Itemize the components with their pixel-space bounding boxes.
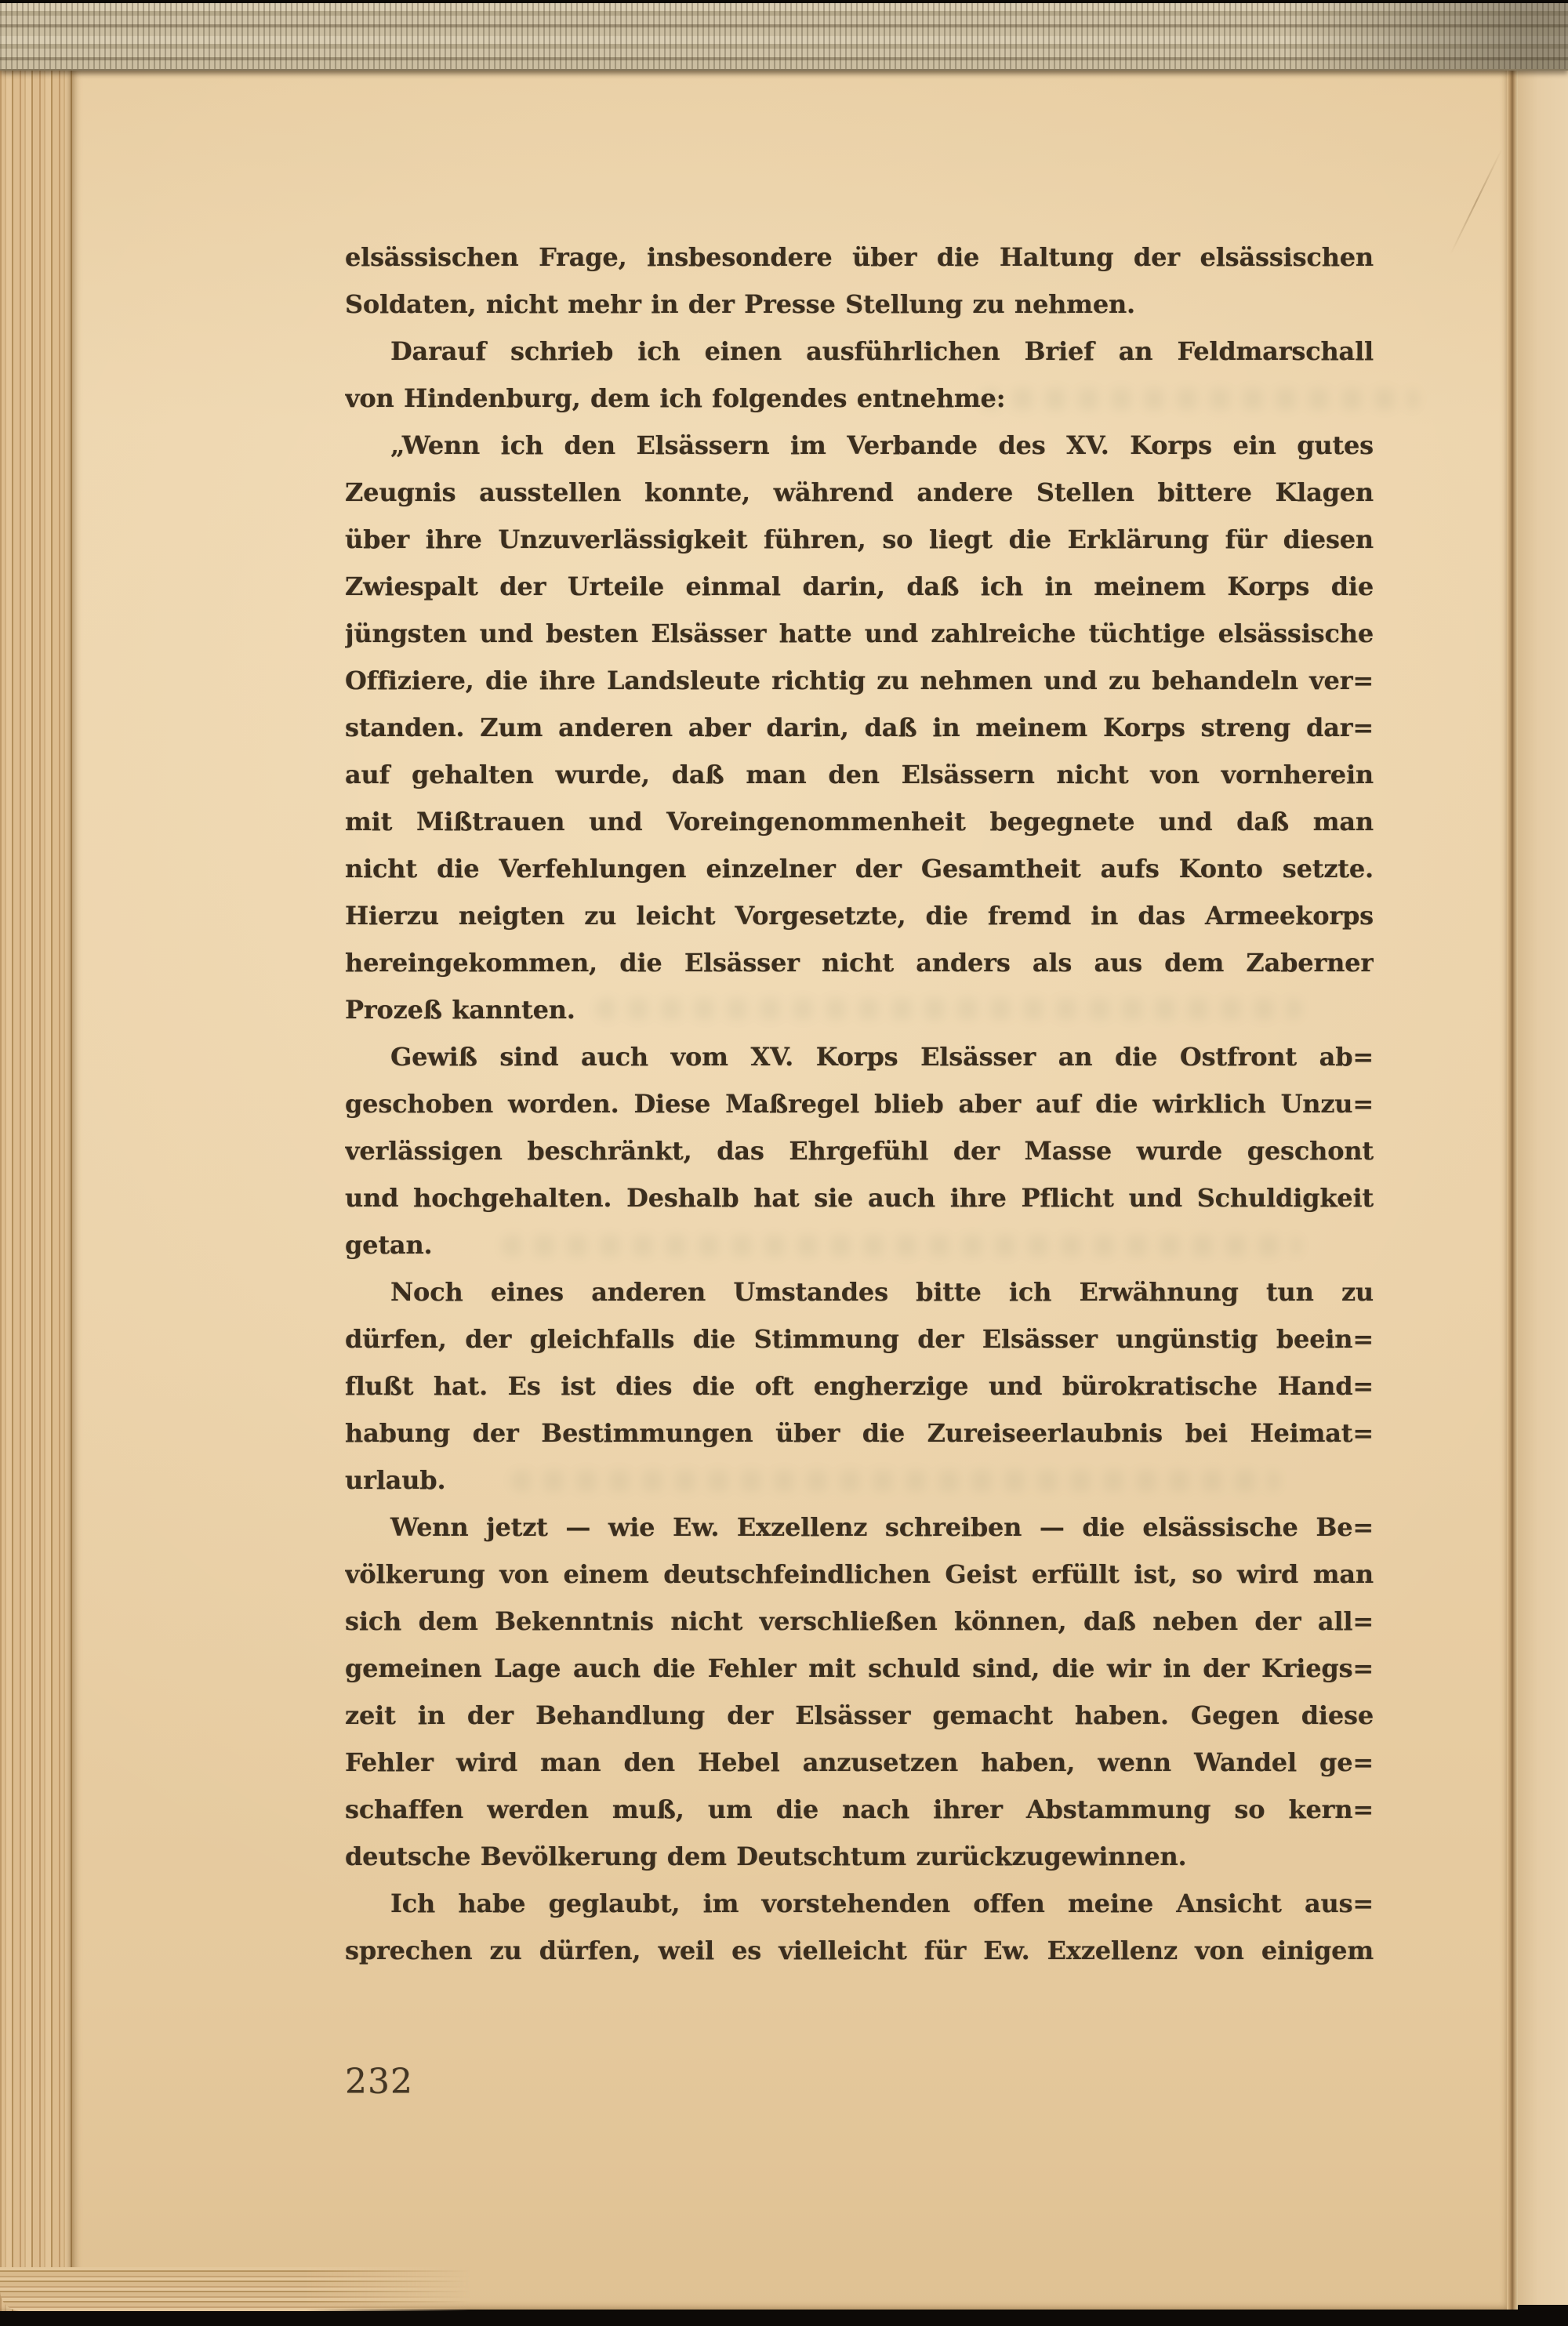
text-line: „Wenn ich den Elsässern im Verbande des XV. Korps ein gutes <box>390 430 1374 460</box>
text-line: flußt hat. Es ist dies die oft engherzige und bürokratische Hand= <box>345 1371 1374 1401</box>
headband <box>0 3 1568 71</box>
text-line: geschoben worden. Diese Maßregel blieb aber auf die wirklich Unzu= <box>345 1089 1374 1119</box>
text-line: dürfen, der gleichfalls die Stimmung der Elsässer ungünstig beein= <box>345 1324 1374 1354</box>
text-line: nicht die Verfehlungen einzelner der Gesamtheit aufs Konto setzte. <box>345 854 1374 884</box>
text-line: mit Mißtrauen und Voreingenommenheit begegnete und daß man <box>345 807 1374 836</box>
bottom-page-edge-stack <box>0 2267 470 2311</box>
book-page <box>72 67 1507 2310</box>
paper-crease <box>1450 148 1503 255</box>
text-line: auf gehalten wurde, daß man den Elsässern nicht von vornherein <box>345 760 1374 789</box>
fore-edge-page-stack <box>0 67 74 2311</box>
text-line: zeit in der Behandlung der Elsässer gemacht haben. Gegen diese <box>345 1700 1374 1730</box>
text-line: hereingekommen, die Elsässer nicht anders als aus dem Zaberner <box>345 948 1374 978</box>
text-line: Wenn jetzt — wie Ew. Exzellenz schreiben — die elsässische Be= <box>390 1512 1374 1542</box>
text-line: über ihre Unzuverlässigkeit führen, so liegt die Erklärung für diesen <box>345 524 1374 554</box>
text-line: elsässischen Frage, insbesondere über die Haltung der elsässischen <box>345 242 1374 272</box>
text-block <box>345 234 1374 1974</box>
text-line: gemeinen Lage auch die Fehler mit schuld sind, die wir in der Kriegs= <box>345 1653 1374 1683</box>
text-line: völkerung von einem deutschfeindlichen Geist erfüllt ist, so wird man <box>345 1559 1374 1589</box>
text-line: Darauf schrieb ich einen ausführlichen Brief an Feldmarschall <box>390 336 1374 366</box>
text-line: habung der Bestimmungen über die Zureiseerlaubnis bei Heimat= <box>345 1418 1374 1448</box>
text-line: Prozeß kannten. <box>345 995 575 1025</box>
text-line: Zwiespalt der Urteile einmal darin, daß ich in meinem Korps die <box>345 572 1374 601</box>
gutter-shadow <box>1507 67 1518 2310</box>
facing-page-sliver <box>1518 67 1568 2305</box>
text-line: deutsche Bevölkerung dem Deutschtum zurückzugewinnen. <box>345 1842 1187 1871</box>
text-line: getan. <box>345 1230 433 1260</box>
text-line: sprechen zu dürfen, weil es vielleicht für Ew. Exzellenz von einigem <box>345 1936 1374 1965</box>
text-line: von Hindenburg, dem ich folgendes entnehme: <box>345 383 1006 413</box>
text-line: verlässigen beschränkt, das Ehrgefühl der Masse wurde geschont <box>345 1136 1374 1166</box>
text-line: jüngsten und besten Elsässer hatte und zahlreiche tüchtige elsässische <box>345 619 1374 648</box>
text-line: sich dem Bekenntnis nicht verschließen können, daß neben der all= <box>345 1606 1374 1636</box>
text-line: Zeugnis ausstellen konnte, während andere Stellen bittere Klagen <box>345 477 1374 507</box>
text-line: urlaub. <box>345 1465 446 1495</box>
text-line: Soldaten, nicht mehr in der Presse Stellung zu nehmen. <box>345 289 1135 319</box>
text-line: Noch eines anderen Umstandes bitte ich Erwähnung tun zu <box>390 1277 1374 1307</box>
text-line: standen. Zum anderen aber darin, daß in meinem Korps streng dar= <box>345 713 1374 742</box>
text-line: Offiziere, die ihre Landsleute richtig zu nehmen und zu behandeln ver= <box>345 666 1374 695</box>
text-line: Ich habe geglaubt, im vorstehenden offen meine Ansicht aus= <box>390 1889 1374 1918</box>
text-line: schaffen werden muß, um die nach ihrer Abstammung so kern= <box>345 1794 1374 1824</box>
page-number: 232 <box>345 2062 413 2102</box>
text-line: und hochgehalten. Deshalb hat sie auch ihre Pflicht und Schuldigkeit <box>345 1183 1374 1213</box>
text-line: Fehler wird man den Hebel anzusetzen haben, wenn Wandel ge= <box>345 1747 1374 1777</box>
text-line: Hierzu neigten zu leicht Vorgesetzte, die fremd in das Armeekorps <box>345 901 1374 931</box>
text-line: Gewiß sind auch vom XV. Korps Elsässer an die Ostfront ab= <box>390 1042 1374 1072</box>
